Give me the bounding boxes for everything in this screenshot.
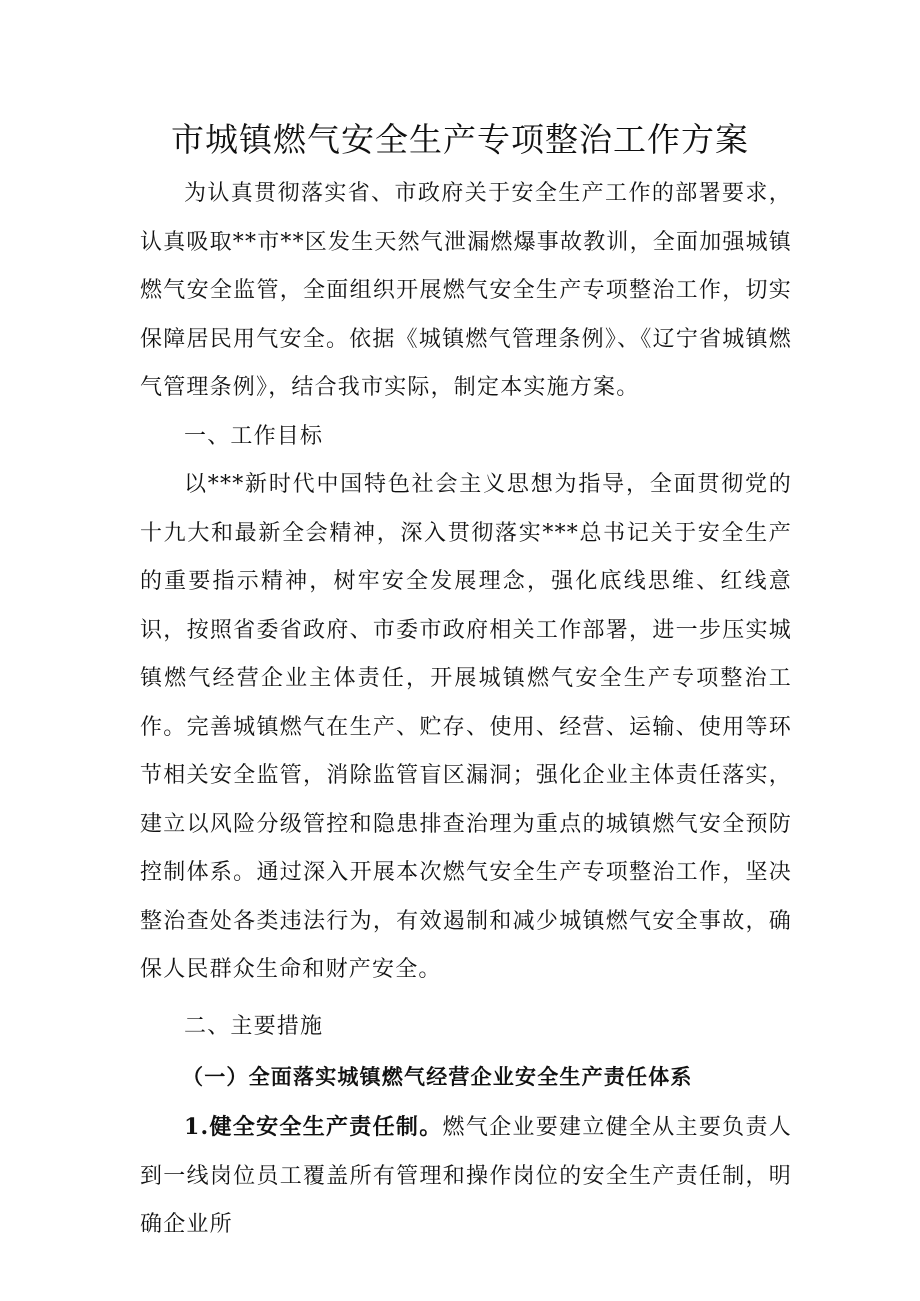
- intro-paragraph: 为认真贯彻落实省、市政府关于安全生产工作的部署要求，认真吸取**市**区发生天然气泄漏燃爆事故教训，全面加强城镇燃气安全监管，全面组织开展燃气安全生产专项整治工作，切实保障居民用气安全。依据《城镇燃气管理条例》、《辽宁省城镇燃气管理条例》，结合我市实际，制定本实施方案。: [140, 181, 793, 400]
- document-title: 市城镇燃气安全生产专项整治工作方案: [171, 120, 749, 159]
- measure-item-1: [140, 1103, 792, 1250]
- document-body: [140, 170, 792, 1250]
- measure-item-1-text: 燃气企业要建立健全从主要负责人到一线岗位员工覆盖所有管理和操作岗位的安全生产责任制，明确企业所: [140, 1115, 792, 1237]
- subsection-heading-responsibility: （一）全面落实城镇燃气经营企业安全生产责任体系: [182, 1064, 693, 1089]
- measure-item-1-lead: 1.健全安全生产责任制。: [184, 1114, 443, 1140]
- section-heading-measures: 二、主要措施: [184, 1013, 324, 1039]
- section-heading-goals: 一、工作目标: [184, 423, 324, 449]
- goals-paragraph: 以***新时代中国特色社会主义思想为指导，全面贯彻党的十九大和最新全会精神，深入贯彻落实***总书记关于安全生产的重要指示精神，树牢安全发展理念，强化底线思维、红线意识，按照省委省政府、市委市政府相关工作部署，进一步压实城镇燃气经营企业主体责任，开展城镇燃气安全生产专项整治工作。完善城镇燃气在生产、贮存、使用、经营、运输、使用等环节相关安全监管，消除监管盲区漏洞；强化企业主体责任落实，建立以风险分级管控和隐患排查治理为重点的城镇燃气安全预防控制体系。通过深入开展本次燃气安全生产专项整治工作，坚决整治查处各类违法行为，有效遏制和减少城镇燃气安全事故，确保人民群众生命和财产安全。: [140, 472, 792, 982]
